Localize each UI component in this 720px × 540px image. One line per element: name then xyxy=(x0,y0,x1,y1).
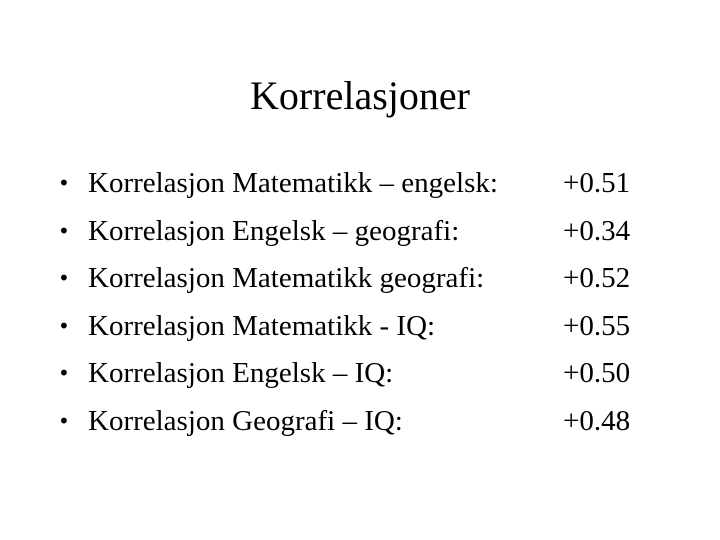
correlation-label: Korrelasjon Engelsk – IQ: xyxy=(88,357,394,389)
list-item xyxy=(58,398,678,446)
bullet-icon: • xyxy=(58,361,70,385)
correlation-value: +0.34 xyxy=(563,214,631,247)
correlation-value: +0.51 xyxy=(563,167,631,199)
slide-title: Korrelasjoner xyxy=(250,73,470,118)
bullet-icon: • xyxy=(58,313,70,338)
correlation-value: +0.55 xyxy=(563,309,631,342)
correlation-label: Korrelasjon Matematikk – engelsk: xyxy=(88,167,498,199)
correlation-value: +0.52 xyxy=(563,262,631,294)
bullet-icon: • xyxy=(58,171,70,195)
correlation-value: +0.48 xyxy=(563,404,631,437)
correlation-label: Korrelasjon Matematikk - IQ: xyxy=(88,309,436,342)
correlation-value: +0.50 xyxy=(563,357,631,389)
correlation-label: Korrelasjon Geografi – IQ: xyxy=(88,404,403,437)
correlation-label: Korrelasjon Matematikk geografi: xyxy=(88,262,485,294)
correlation-label: Korrelasjon Engelsk – geografi: xyxy=(88,214,460,247)
list-item xyxy=(58,303,678,351)
list-item xyxy=(58,160,678,208)
list-item xyxy=(58,208,678,256)
bullet-icon: • xyxy=(58,266,70,290)
list-item xyxy=(58,350,678,398)
correlation-list xyxy=(58,160,678,445)
bullet-icon: • xyxy=(58,408,70,433)
bullet-icon: • xyxy=(58,218,70,243)
list-item xyxy=(58,255,678,303)
